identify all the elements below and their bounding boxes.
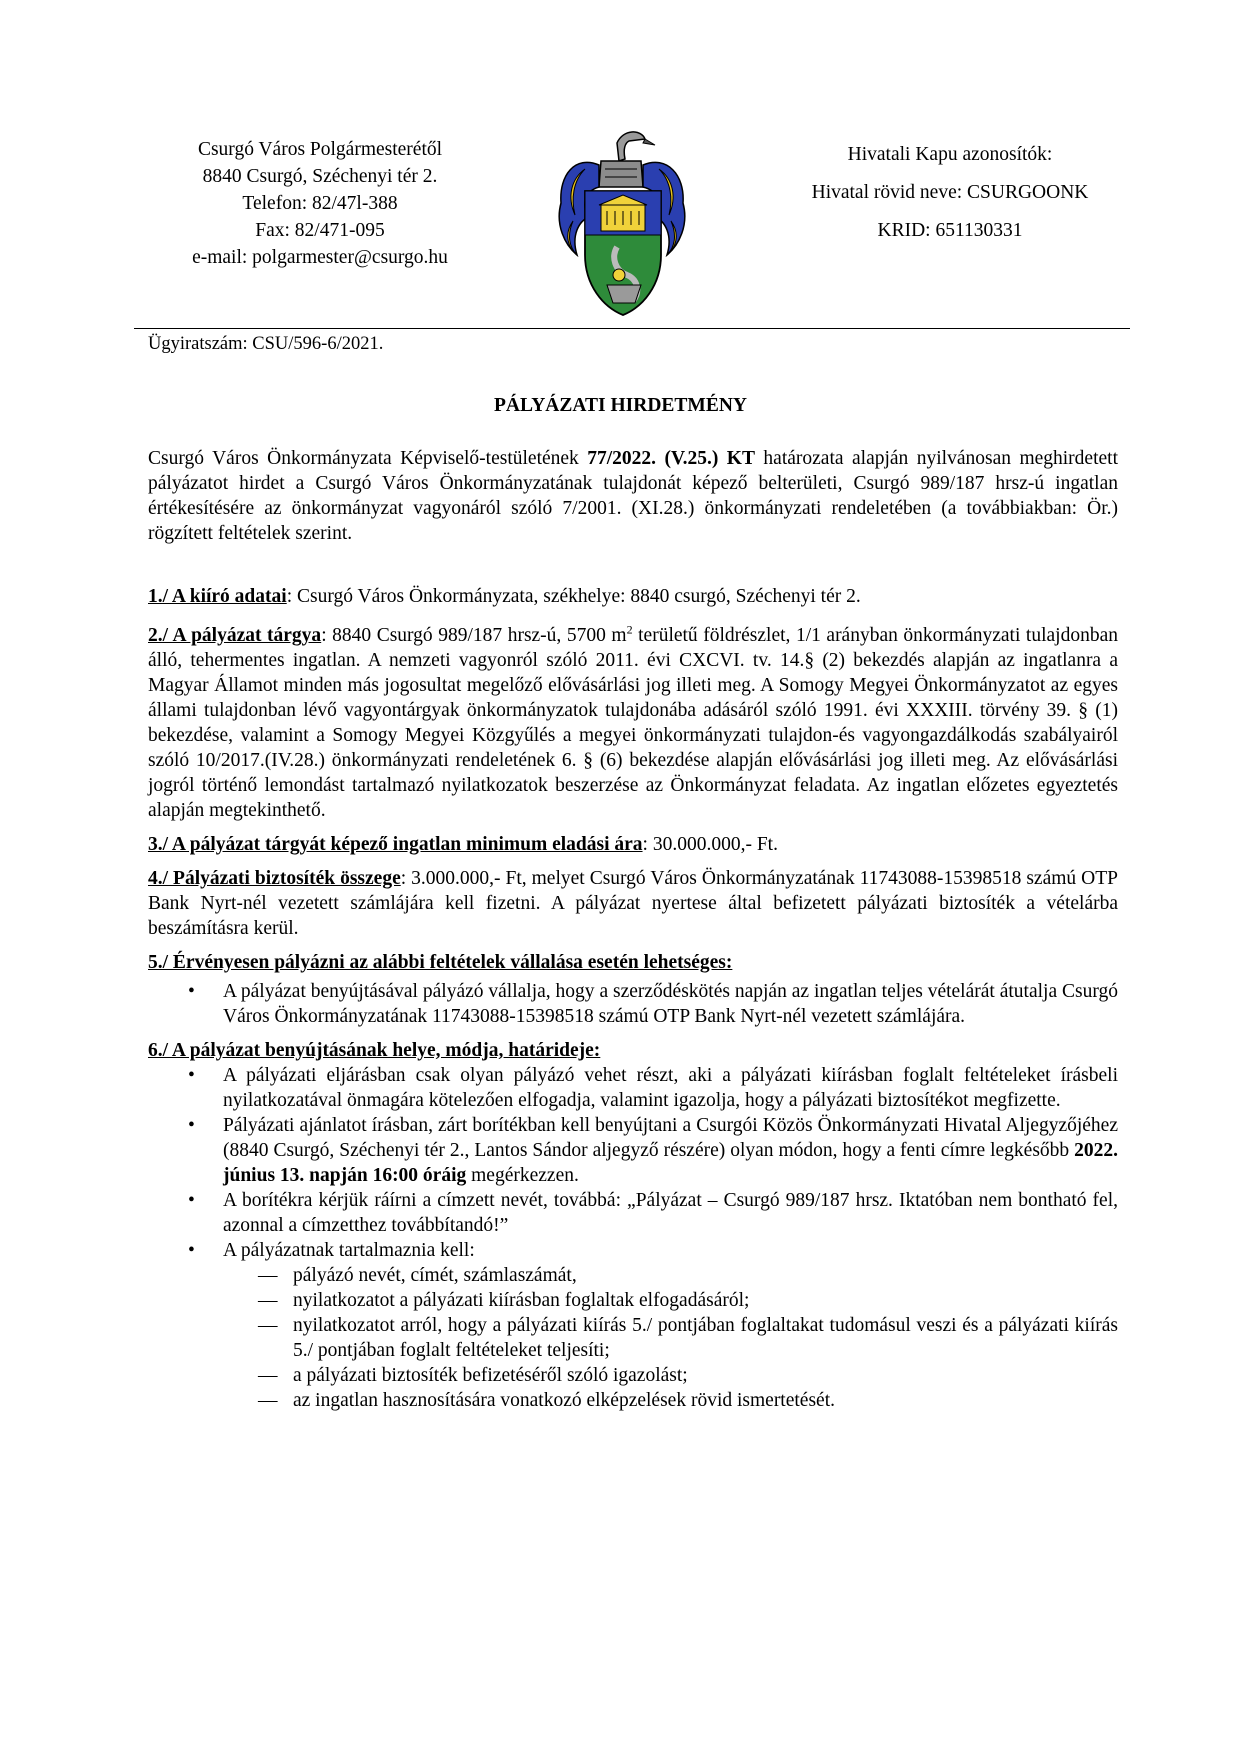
- section-4-text: : 3.000.000,- Ft, melyet Csurgó Város Önkormányzatának 11743088-15398518 számú OTP Bank Nyrt-nél vezetett számlájára kell fizetni. A pályázat nyertese által befizetett pályázati biztosíték a vételárba beszámításra kerül.: [148, 868, 1118, 939]
- list-item: [148, 979, 1118, 1029]
- list-item: [223, 1263, 1118, 1288]
- contents-item: a pályázati biztosíték befizetéséről szóló igazolást;: [293, 1365, 688, 1386]
- intro-resolution-number: 77/2022. (V.25.) KT: [587, 448, 755, 469]
- section-5: [148, 950, 1118, 975]
- bullet-icon: •: [188, 1115, 195, 1136]
- section-2: [148, 623, 1118, 823]
- intro-text-2: határozata alapján nyilvánosan meghirdetett pályázatot hirdet a Csurgó Város Önkormányzatának tulajdonát képező belterületi, Csurgó 989/187 hrsz-ú ingatlan értékesítésére az önkormányzat vagyonáról szóló 7/2001. (XI.28.) önkormányzati rendeletében (a továbbiakban: Ör.) rögzített feltételek szerint.: [148, 448, 1118, 544]
- section-4: [148, 866, 1118, 941]
- list-item: [148, 1063, 1118, 1113]
- dash-icon: —: [258, 1265, 276, 1286]
- sender-address: 8840 Csurgó, Széchenyi tér 2.: [202, 166, 438, 187]
- contents-item: az ingatlan hasznosítására vonatkozó elképzelések rövid ismertetését.: [293, 1390, 835, 1411]
- gateway-heading: Hivatali Kapu azonosítók:: [847, 144, 1053, 165]
- section-6-bullet-2-text-1: Pályázati ajánlatot írásban, zárt borítékban kell benyújtani a Csurgói Közös Önkormányzati Hivatal Aljegyzőjéhez (8840 Csurgó, Széchenyi tér 2., Lantos Sándor aljegyző részére) olyan módon, hogy a fenti címre legkésőbb: [223, 1115, 1118, 1161]
- header-divider: [134, 328, 1130, 329]
- gateway-short-name: Hivatal rövid neve: CSURGOONK: [811, 182, 1089, 203]
- list-item: [223, 1363, 1118, 1388]
- contents-item: nyilatkozatot arról, hogy a pályázati kiírás 5./ pontjában foglaltakat tudomásul veszi és a pályázati kiírás 5./ pontjában foglalt feltételeket teljesíti;: [293, 1315, 1118, 1361]
- sender-block: [150, 136, 490, 271]
- section-5-list: [148, 979, 1118, 1029]
- coat-of-arms-icon: [545, 125, 700, 320]
- dash-icon: —: [258, 1390, 276, 1411]
- section-3-heading: 3./ A pályázat tárgyát képező ingatlan minimum eladási ára: [148, 834, 643, 855]
- section-4-heading: 4./ Pályázati biztosíték összege: [148, 868, 401, 889]
- contents-item: nyilatkozatot a pályázati kiírásban foglaltak elfogadásáról;: [293, 1290, 750, 1311]
- bullet-icon: •: [188, 1065, 195, 1086]
- sender-email: e-mail: polgarmester@csurgo.hu: [192, 247, 448, 268]
- dash-icon: —: [258, 1365, 276, 1386]
- bullet-icon: •: [188, 981, 195, 1002]
- section-6-bullet-4: A pályázatnak tartalmaznia kell:: [223, 1240, 475, 1261]
- section-6: [148, 1038, 1118, 1063]
- list-item: [223, 1388, 1118, 1413]
- section-6-deadline: 2022. június 13. napján 16:00 óráig: [223, 1140, 1118, 1186]
- list-item: [148, 1113, 1118, 1188]
- section-1-text: : Csurgó Város Önkormányzata, székhelye: 8840 csurgó, Széchenyi tér 2.: [286, 586, 861, 607]
- file-number: Ügyiratszám: CSU/596-6/2021.: [148, 334, 384, 354]
- section-6-bullet-3: A borítékra kérjük ráírni a címzett nevét, továbbá: „Pályázat – Csurgó 989/187 hrsz. Iktatóban nem bontható fel, azonnal a címzetthez továbbítandó!”: [223, 1190, 1118, 1236]
- sender-name: Csurgó Város Polgármesterétől: [197, 139, 443, 160]
- list-item: [223, 1313, 1118, 1363]
- gateway-krid: KRID: 651130331: [877, 220, 1023, 241]
- section-6-heading: 6./ A pályázat benyújtásának helye, módja, határideje:: [148, 1040, 601, 1061]
- dash-icon: —: [258, 1315, 276, 1336]
- intro-paragraph: [148, 446, 1118, 546]
- gateway-block: [770, 136, 1130, 250]
- section-6-bullet-1: A pályázati eljárásban csak olyan pályázó vehet részt, aki a pályázati kiírásban foglalt feltételeket írásbeli nyilatkozatával önmagára kötelezően elfogadja, valamint igazolja, hogy a pályázati biztosítékot megfizette.: [223, 1065, 1118, 1111]
- sender-phone: Telefon: 82/47l-388: [242, 193, 398, 214]
- bullet-icon: •: [188, 1190, 195, 1211]
- section-3: [148, 832, 1118, 857]
- sender-fax: Fax: 82/471-095: [255, 220, 385, 241]
- section-5-heading: 5./ Érvényesen pályázni az alábbi feltételek vállalása esetén lehetséges:: [148, 952, 733, 973]
- section-6-list: [148, 1063, 1118, 1413]
- list-item: [148, 1238, 1118, 1413]
- contents-list: [223, 1263, 1118, 1413]
- list-item: [148, 1188, 1118, 1238]
- bullet-icon: •: [188, 1240, 195, 1261]
- section-2-text-2: területű földrészlet, 1/1 arányban önkormányzati tulajdonban álló, tehermentes ingatlan. A nemzeti vagyonról szóló 2011. évi CXCVI. tv. 14.§ (2) bekezdés alapján az ingatlanra a Magyar Államot minden más jogosultat megelőző elővásárlási jog illeti meg. A Somogy Megyei Önkormányzatot az egyes állami tulajdonban lévő vagyontárgyak önkormányzatok tulajdonába adásáról szóló 1991. évi XXXIII. törvény 39. § (1) bekezdése, valamint a Somogy Megyei Közgyűlés a megyei önkormányzati tulajdon-és vagyongazdálkodás szabályairól szóló 10/2017.(IV.28.) önkormányzati rendeletének 6. § (6) bekezdése alapján elővásárlási jog illeti meg. Az elővásárlási jogról történő lemondást tartalmazó nyilatkozatok beszerzése az Önkormányzat feladata. Az ingatlan előzetes egyeztetés alapján megtekinthető.: [148, 625, 1118, 821]
- section-1-heading: 1./ A kiíró adatai: [148, 586, 287, 607]
- section-2-heading: 2./ A pályázat tárgya: [148, 625, 322, 646]
- intro-text-1: Csurgó Város Önkormányzata Képviselő-testületének: [148, 448, 588, 469]
- section-1: [148, 584, 1118, 609]
- section-5-bullet-text: A pályázat benyújtásával pályázó vállalja, hogy a szerződéskötés napján az ingatlan teljes vételárát átutalja Csurgó Város Önkormányzatának 11743088-15398518 számú OTP Bank Nyrt-nél vezetett számlájára.: [223, 981, 1118, 1027]
- dash-icon: —: [258, 1290, 276, 1311]
- document-body: [148, 446, 1118, 1413]
- list-item: [223, 1288, 1118, 1313]
- section-6-bullet-2-text-2: megérkezzen.: [466, 1165, 579, 1186]
- section-3-text: : 30.000.000,- Ft.: [642, 834, 778, 855]
- document-title: PÁLYÁZATI HIRDETMÉNY: [494, 395, 747, 416]
- contents-item: pályázó nevét, címét, számlaszámát,: [293, 1265, 577, 1286]
- section-2-superscript: 2: [626, 622, 633, 637]
- section-2-text-1: : 8840 Csurgó 989/187 hrsz-ú, 5700 m: [321, 625, 627, 646]
